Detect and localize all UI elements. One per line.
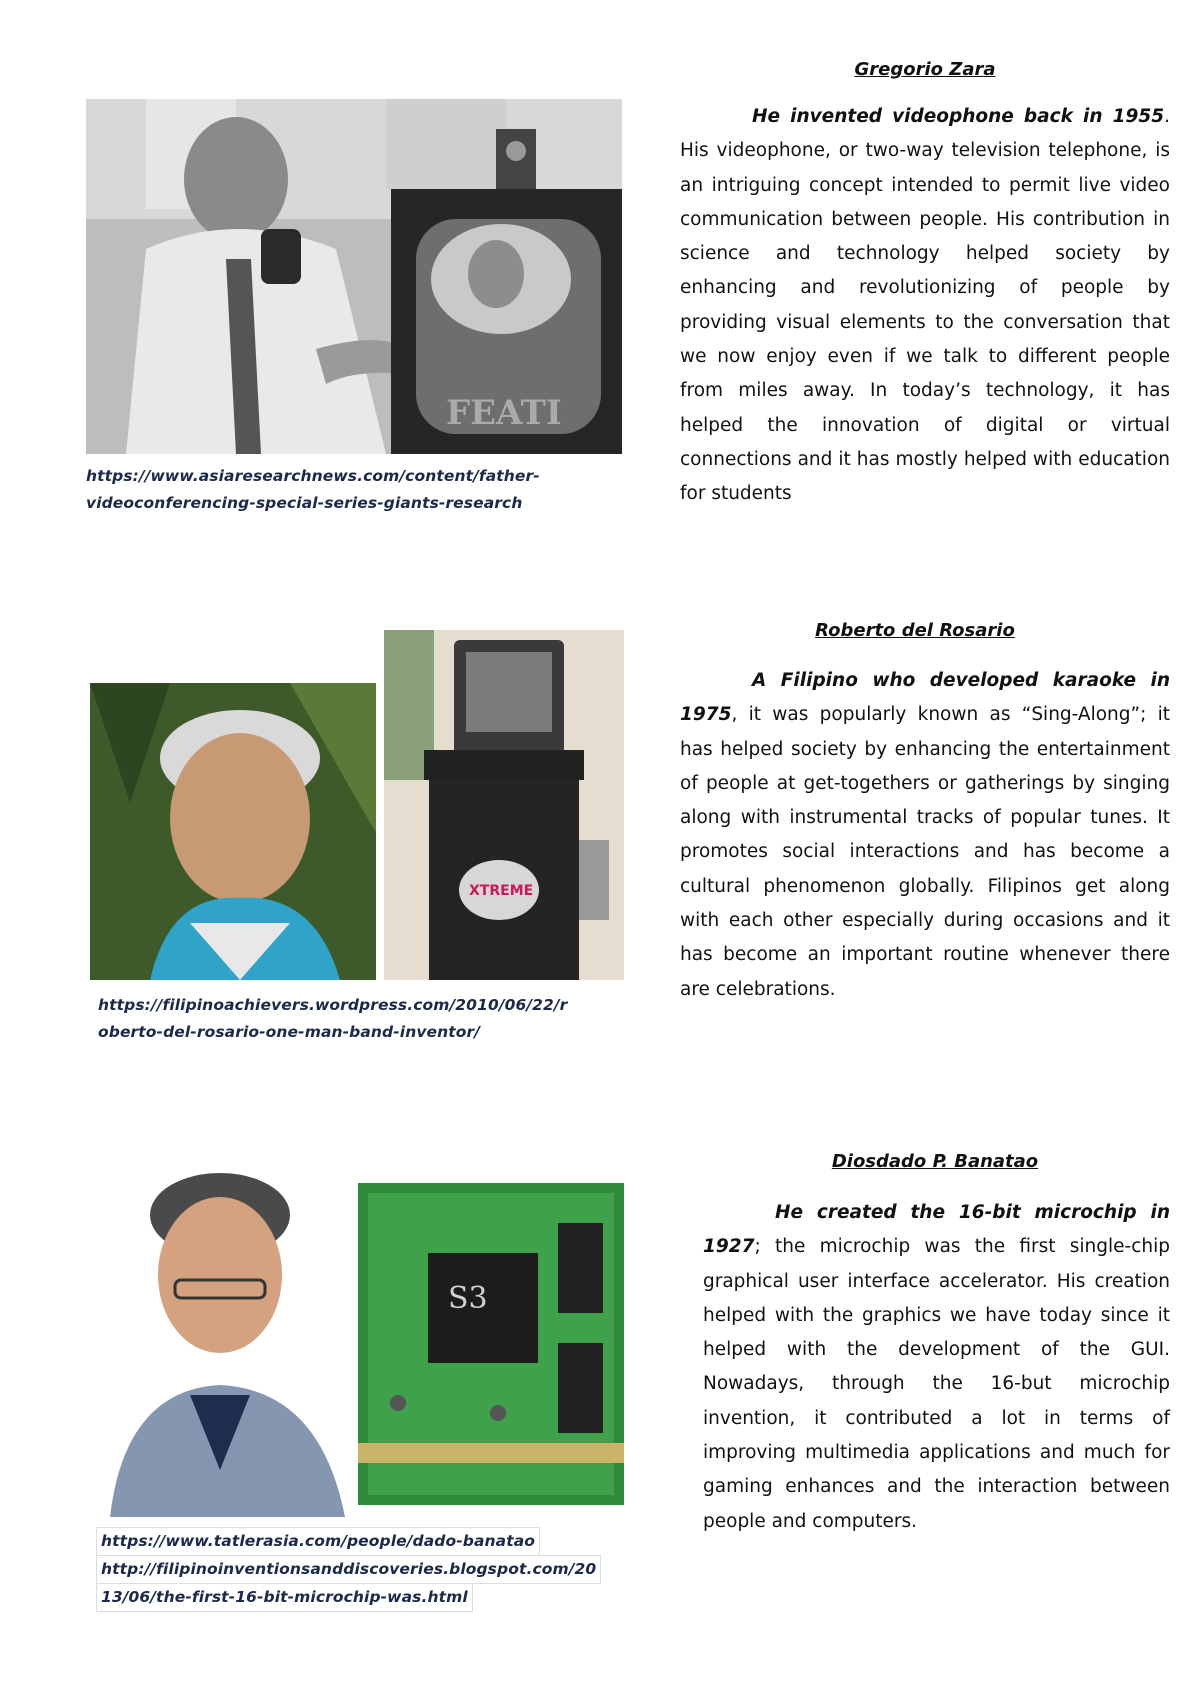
section-title-zara: Gregorio Zara	[854, 59, 996, 80]
del-rosario-description	[680, 664, 1170, 1007]
microchip-board-photo	[358, 1183, 624, 1505]
s3-chip-label: S3	[448, 1281, 488, 1316]
feati-sign: FEATI	[446, 393, 562, 433]
zara-lead: He invented videophone back in 1955	[752, 106, 1165, 127]
del-rosario-lead: A Filipino who developed karaoke in 1975	[680, 670, 1170, 726]
section-title-del-rosario: Roberto del Rosario	[815, 620, 1015, 641]
xtreme-logo: XTREME	[469, 883, 534, 899]
caption-line: https://www.asiaresearchnews.com/content/father-	[86, 467, 540, 485]
banatao-lead: He created the 16-bit microchip in 1927	[703, 1202, 1170, 1258]
karaoke-machine-photo	[384, 630, 624, 980]
banatao-source-links[interactable]	[96, 1527, 601, 1611]
caption-line: 13/06/the-first-16-bit-microchip-was.html	[96, 1583, 473, 1612]
section-title-banatao: Diosdado P. Banatao	[831, 1151, 1039, 1172]
del-rosario-portrait	[90, 683, 376, 980]
del-rosario-body: , it was popularly known as “Sing-Along”; it has helped society by enhancing the entertainment of people at get-togethers or gatherings by singing along with instrumental tracks of popular tunes. It promotes social interactions and has become a cultural phenomenon globally. Filipinos get along with each other especially during occasions and it has become an important routine whenever there are celebrations.	[680, 704, 1170, 1000]
del-rosario-source-link[interactable]	[98, 992, 567, 1046]
caption-line: videoconferencing-special-series-giants-research	[86, 494, 523, 512]
caption-line: https://filipinoachievers.wordpress.com/2010/06/22/r	[98, 996, 568, 1014]
zara-body: . His videophone, or two-way television telephone, is an intriguing concept intended to permit live video communication between people. His contribution in science and technology helped society by enhancing and revolutionizing of people by providing visual elements to the conversation that we now enjoy even if we talk to different people from miles away. In today’s technology, it has helped the innovation of digital or virtual connections and it has mostly helped with education for students	[680, 106, 1170, 505]
caption-line: https://www.tatlerasia.com/people/dado-banatao	[96, 1527, 540, 1556]
zara-source-link[interactable]	[86, 463, 540, 517]
banatao-description	[703, 1196, 1170, 1539]
banatao-portrait	[95, 1170, 357, 1517]
videophone-photo	[86, 99, 622, 454]
zara-description	[680, 100, 1170, 512]
banatao-body: ; the microchip was the first single-chip graphical user interface accelerator. His creation helped with the graphics we have today since it helped with the development of the GUI. Nowadays, through the 16-but microchip invention, it contributed a lot in terms of improving multimedia applications and much for gaming enhances and the interaction between people and computers.	[703, 1236, 1170, 1532]
caption-line: http://filipinoinventionsanddiscoveries.blogspot.com/20	[96, 1555, 601, 1584]
caption-line: oberto-del-rosario-one-man-band-inventor/	[98, 1023, 481, 1041]
